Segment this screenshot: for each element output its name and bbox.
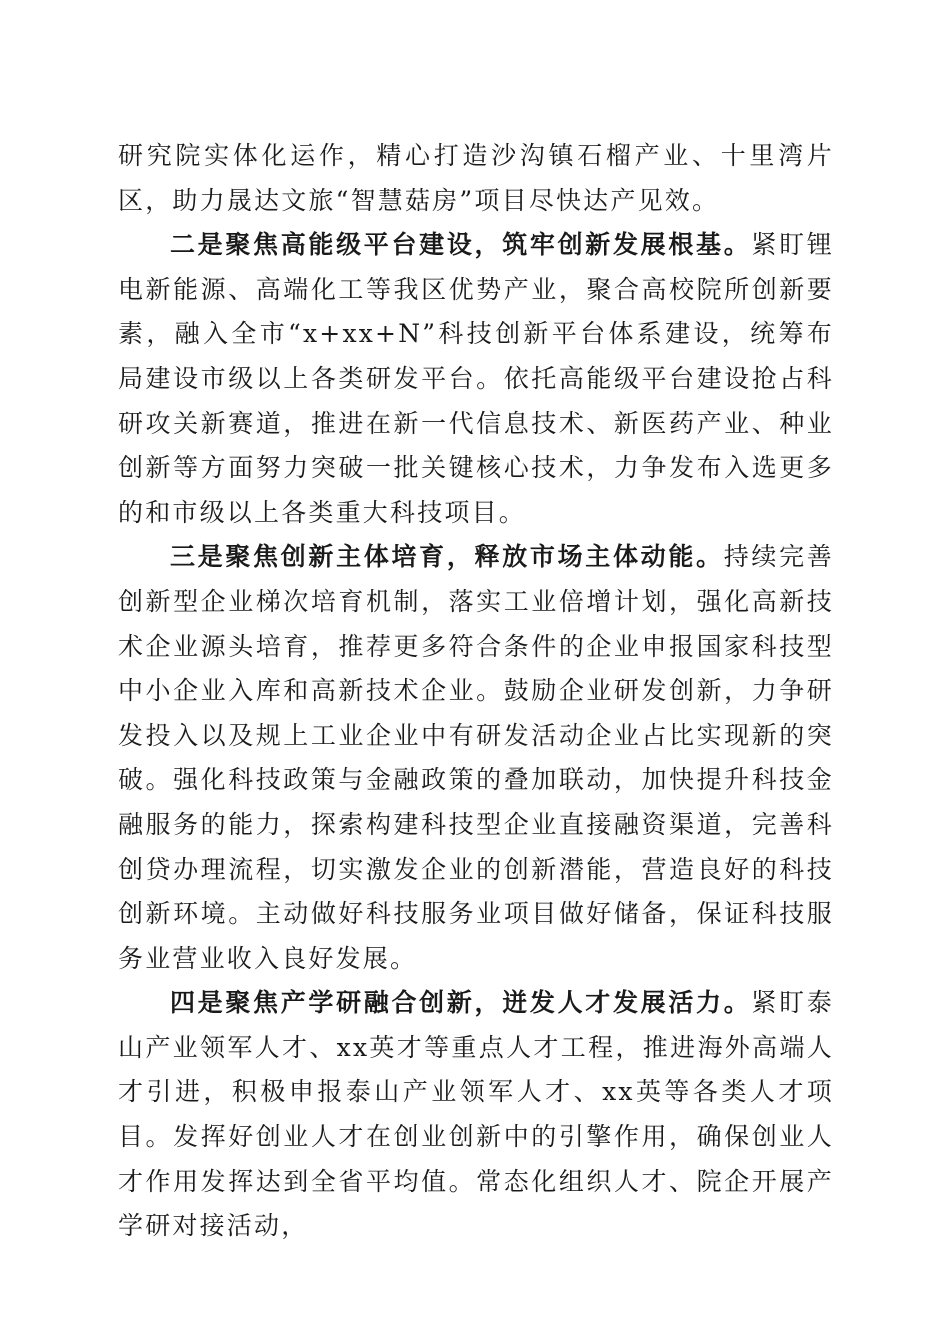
paragraph-platform (118, 223, 834, 535)
document-page (118, 134, 834, 1249)
paragraph-text: 持续完善创新型企业梯次培育机制，落实工业倍增计划，强化高新技术企业源头培育，推荐更多符合条件的企业申报国家科技型中小企业入库和高新技术企业。鼓励企业研发创新，力争研发投入以及规上工业企业中有研发活动企业占比实现新的突破。强化科技政策与金融政策的叠加联动，加快提升科技金融服务的能力，探索构建科技型企业直接融资渠道，完善科创贷办理流程，切实激发企业的创新潜能，营造良好的科技创新环境。主动做好科技服务业项目做好储备，保证科技服务业营业收入良好发展。 (118, 542, 834, 973)
paragraph-text: 紧盯泰山产业领军人才、xx英才等重点人才工程，推进海外高端人才引进，积极申报泰山产业领军人才、xx英等各类人才项目。发挥好创业人才在创业创新中的引擎作用，确保创业人才作用发挥达到全省平均值。常态化组织人才、院企开展产学研对接活动， (118, 988, 834, 1241)
paragraph-talent (118, 981, 834, 1249)
paragraph-lead: 三是聚焦创新主体培育，释放市场主体动能。 (170, 542, 724, 572)
paragraph-lead: 二是聚焦高能级平台建设，筑牢创新发展根基。 (170, 230, 752, 260)
paragraph-enterprise (118, 535, 834, 981)
paragraph-text: 研究院实体化运作，精心打造沙沟镇石榴产业、十里湾片区，助力晟达文旅“智慧菇房”项目尽快达产见效。 (118, 141, 834, 215)
paragraph-text: 紧盯锂电新能源、高端化工等我区优势产业，聚合高校院所创新要素，融入全市“x+xx+N”科技创新平台体系建设，统筹布局建设市级以上各类研发平台。依托高能级平台建设抢占科研攻关新赛道，推进在新一代信息技术、新医药产业、种业创新等方面努力突破一批关键核心技术，力争发布入选更多的和市级以上各类重大科技项目。 (118, 230, 834, 527)
paragraph-lead: 四是聚焦产学研融合创新，迸发人才发展活力。 (170, 988, 752, 1018)
paragraph-continuation (118, 134, 834, 223)
